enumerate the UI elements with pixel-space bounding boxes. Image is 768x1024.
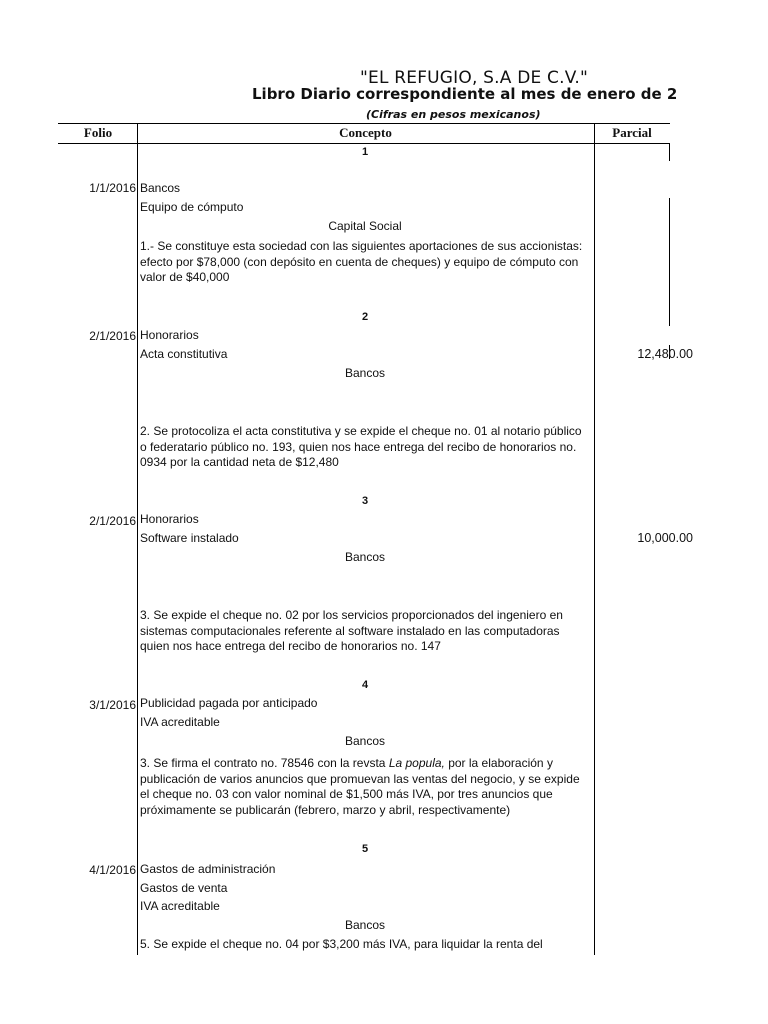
parcial-right-edge-1 — [669, 143, 670, 161]
entry-description — [140, 756, 590, 818]
debit-account: Bancos — [140, 181, 181, 195]
credit-account: Capital Social — [328, 219, 402, 233]
debit-account: IVA acreditable — [140, 899, 220, 913]
entry-number: 4 — [361, 679, 369, 691]
header-bottom-border — [58, 143, 670, 144]
column-header-folio: Folio — [83, 125, 113, 140]
magazine-name: La popula, — [388, 756, 445, 770]
description-text: 3. Se firma el contrato no. 78546 con la revsta — [140, 756, 389, 770]
credit-account: Bancos — [344, 734, 386, 748]
credit-account: Bancos — [344, 918, 386, 932]
concepto-parcial-divider — [594, 123, 595, 955]
debit-account: IVA acreditable — [140, 715, 220, 729]
company-name: "EL REFUGIO, S.A DE C.V." — [360, 68, 588, 88]
journal-subtitle: (Cifras en pesos mexicanos) — [366, 108, 541, 121]
debit-account: Honorarios — [140, 328, 199, 342]
debit-account: Software instalado — [140, 531, 239, 545]
entry-description: 3. Se expide el cheque no. 02 por los servicios proporcionados del ingeniero en sistemas computacionales referente al software instalado en las computadoras quien nos hace entrega del recibo de honorarios no. 147 — [140, 608, 563, 653]
debit-account: Honorarios — [140, 512, 199, 526]
column-header-concepto: Concepto — [339, 125, 392, 140]
entry-date: 1/1/2016 — [89, 181, 136, 195]
entry-number: 3 — [361, 495, 369, 507]
debit-account: Gastos de administración — [140, 862, 276, 876]
debit-account: Publicidad pagada por anticipado — [140, 696, 318, 710]
entry-description: 1.- Se constituye esta sociedad con las siguientes aportaciones de sus accionistas: efecto por $78,000 (con depósito en cuenta de cheques) y equipo de cómputo con valor de $40,000 — [140, 239, 583, 284]
parcial-amount: 10,000.00 — [637, 531, 693, 545]
column-header-parcial: Parcial — [612, 125, 652, 140]
folio-concepto-divider — [137, 123, 138, 955]
entry-number: 5 — [361, 843, 369, 855]
entry-date: 2/1/2016 — [89, 514, 136, 528]
entry-number: 1 — [361, 146, 369, 158]
entry-number: 2 — [361, 311, 369, 323]
entry-date: 2/1/2016 — [89, 329, 136, 343]
debit-account: Acta constitutiva — [140, 347, 228, 361]
journal-title: Libro Diario correspondiente al mes de enero de 2 — [252, 85, 678, 103]
description-text: por la elaboración y publicación de varios anuncios que promuevan las ventas del negocio, y se expide el cheque no. 03 con valor nominal de $1,500 más IVA, por tres anuncios que próximamente se publicarán (febrero, marzo y abril, respectivamente) — [140, 756, 580, 817]
entry-date: 3/1/2016 — [89, 698, 136, 712]
debit-account: Gastos de venta — [140, 881, 228, 895]
parcial-amount: 12,480.00 — [637, 347, 693, 361]
table-top-border — [58, 123, 670, 124]
parcial-right-edge-2 — [669, 198, 670, 326]
debit-account: Equipo de cómputo — [140, 200, 244, 214]
credit-account: Bancos — [344, 366, 386, 380]
entry-description: 2. Se protocoliza el acta constitutiva y se expide el cheque no. 01 al notario público o federatario público no. 193, quien nos hace entrega del recibo de honorarios no. 0934 por la cantidad neta de $12,480 — [140, 424, 582, 469]
entry-description: 5. Se expide el cheque no. 04 por $3,200 más IVA, para liquidar la renta del — [140, 937, 543, 951]
entry-date: 4/1/2016 — [89, 863, 136, 877]
credit-account: Bancos — [344, 550, 386, 564]
